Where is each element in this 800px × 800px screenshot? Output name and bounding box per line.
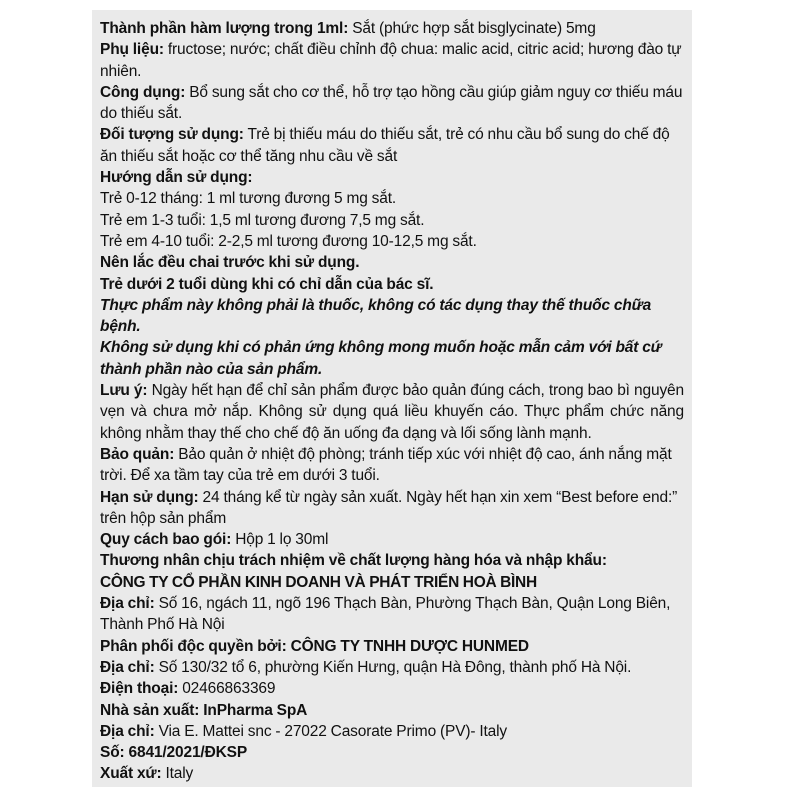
manufacturer-line: [100, 700, 684, 721]
distributor-phone-line: [100, 678, 684, 699]
manufacturer-address-label: Địa chỉ:: [100, 722, 155, 740]
expiry-line: [100, 487, 684, 530]
registration-value: 6841/2021/ĐKSP: [128, 744, 248, 762]
storage-value: Bảo quản ở nhiệt độ phòng; tránh tiếp xúc với nhiệt độ cao, ánh nắng mặt trời. Để xa tầm tay của trẻ em dưới 3 tuổi.: [100, 445, 672, 485]
ingredients-line: [100, 18, 684, 39]
ingredients-label: Thành phần hàm lượng trong 1ml:: [100, 20, 349, 37]
packaging-label: Quy cách bao gói:: [100, 531, 232, 549]
importer-address-line: [100, 593, 684, 636]
directions-line: Trẻ em 4-10 tuổi: 2-2,5 ml tương đương 10-12,5 mg sắt.: [100, 232, 477, 250]
distributor-label: Phân phối độc quyền bởi:: [100, 637, 287, 655]
uses-value: Bổ sung sắt cho cơ thể, hỗ trợ tạo hồng cầu giúp giảm nguy cơ thiếu máu do thiếu sắt.: [100, 83, 683, 123]
excipients-line: [100, 39, 684, 82]
product-label-panel: [92, 10, 692, 787]
manufacturer-address-value: Via E. Mattei snc - 27022 Casorate Primo (PV)- Italy: [158, 722, 508, 740]
ingredients-value: Sắt (phức hợp sắt bisglycinate) 5mg: [352, 20, 596, 37]
registration-label: Số:: [100, 744, 125, 762]
disclaimer-allergy: Không sử dụng khi có phản ứng không mong muốn hoặc mẫn cảm với bất cứ thành phần nào của sản phẩm.: [100, 339, 662, 378]
note-line: [100, 380, 684, 444]
origin-line: [100, 763, 684, 784]
importer-address-value: Số 16, ngách 11, ngõ 196 Thạch Bàn, Phường Thạch Bàn, Quận Long Biên, Thành Phố Hà Nội: [100, 595, 671, 634]
target-users-line: [100, 124, 684, 167]
origin-value: Italy: [165, 765, 194, 783]
uses-line: [100, 82, 684, 125]
distributor-address-line: [100, 657, 684, 678]
origin-label: Xuất xứ:: [100, 765, 162, 783]
excipients-label: Phụ liệu:: [100, 41, 164, 59]
directions-heading: Hướng dẫn sử dụng:: [100, 169, 253, 187]
manufacturer-company: InPharma SpA: [203, 701, 308, 719]
manufacturer-label: Nhà sản xuất:: [100, 701, 200, 719]
note-label: Lưu ý:: [100, 382, 148, 400]
target-users-value: Trẻ bị thiếu máu do thiếu sắt, trẻ có nhu cầu bổ sung do chế độ ăn thiếu sắt hoặc cơ thể tăng nhu cầu về sắt: [100, 126, 670, 165]
distributor-address-value: Số 130/32 tổ 6, phường Kiến Hưng, quận Hà Đông, thành phố Hà Nội.: [158, 658, 632, 676]
disclaimer-not-medicine: Thực phẩm này không phải là thuốc, không có tác dụng thay thế thuốc chữa bệnh.: [100, 296, 652, 336]
registration-line: [100, 742, 684, 763]
importer-address-label: Địa chỉ:: [100, 595, 155, 613]
target-users-label: Đối tượng sử dụng:: [100, 126, 244, 144]
directions-line: Trẻ em 1-3 tuổi: 1,5 ml tương đương 7,5 mg sắt.: [100, 211, 425, 229]
excipients-value: fructose; nước; chất điều chỉnh độ chua: malic acid, citric acid; hương đào tự nhiên.: [100, 41, 682, 80]
phone-value: 02466863369: [182, 680, 276, 698]
packaging-value: Hộp 1 lọ 30ml: [235, 531, 329, 549]
note-value: Ngày hết hạn để chỉ sản phẩm được bảo quản đúng cách, trong bao bì nguyên vẹn và chưa mở nắp. Không sử dụng quá liều khuyến cáo. Thực phẩm chức năng không nhằm thay thế cho chế độ ăn uống đa dạng và lối sống lành mạnh.: [100, 382, 684, 442]
phone-label: Điện thoại:: [100, 680, 179, 698]
packaging-line: [100, 529, 684, 550]
expiry-label: Hạn sử dụng:: [100, 488, 199, 506]
directions-bold-line: Trẻ dưới 2 tuổi dùng khi có chỉ dẫn của bác sĩ.: [100, 275, 434, 293]
importer-heading: Thương nhân chịu trách nhiệm về chất lượng hàng hóa và nhập khẩu:: [100, 552, 607, 570]
distributor-address-label: Địa chỉ:: [100, 658, 155, 676]
importer-company: CÔNG TY CỔ PHẦN KINH DOANH VÀ PHÁT TRIỂN HOÀ BÌNH: [100, 573, 537, 591]
distributor-company: CÔNG TY TNHH DƯỢC HUNMED: [290, 637, 529, 655]
directions-line: Trẻ 0-12 tháng: 1 ml tương đương 5 mg sắt.: [100, 190, 397, 208]
storage-label: Bảo quản:: [100, 445, 175, 463]
storage-line: [100, 444, 684, 487]
distributor-line: [100, 636, 684, 657]
manufacturer-address-line: [100, 721, 684, 742]
directions-bold-line: Nên lắc đều chai trước khi sử dụng.: [100, 254, 360, 272]
uses-label: Công dụng:: [100, 83, 186, 101]
expiry-value: 24 tháng kể từ ngày sản xuất. Ngày hết hạn xin xem “Best before end:” trên hộp sản phẩm: [100, 488, 678, 527]
